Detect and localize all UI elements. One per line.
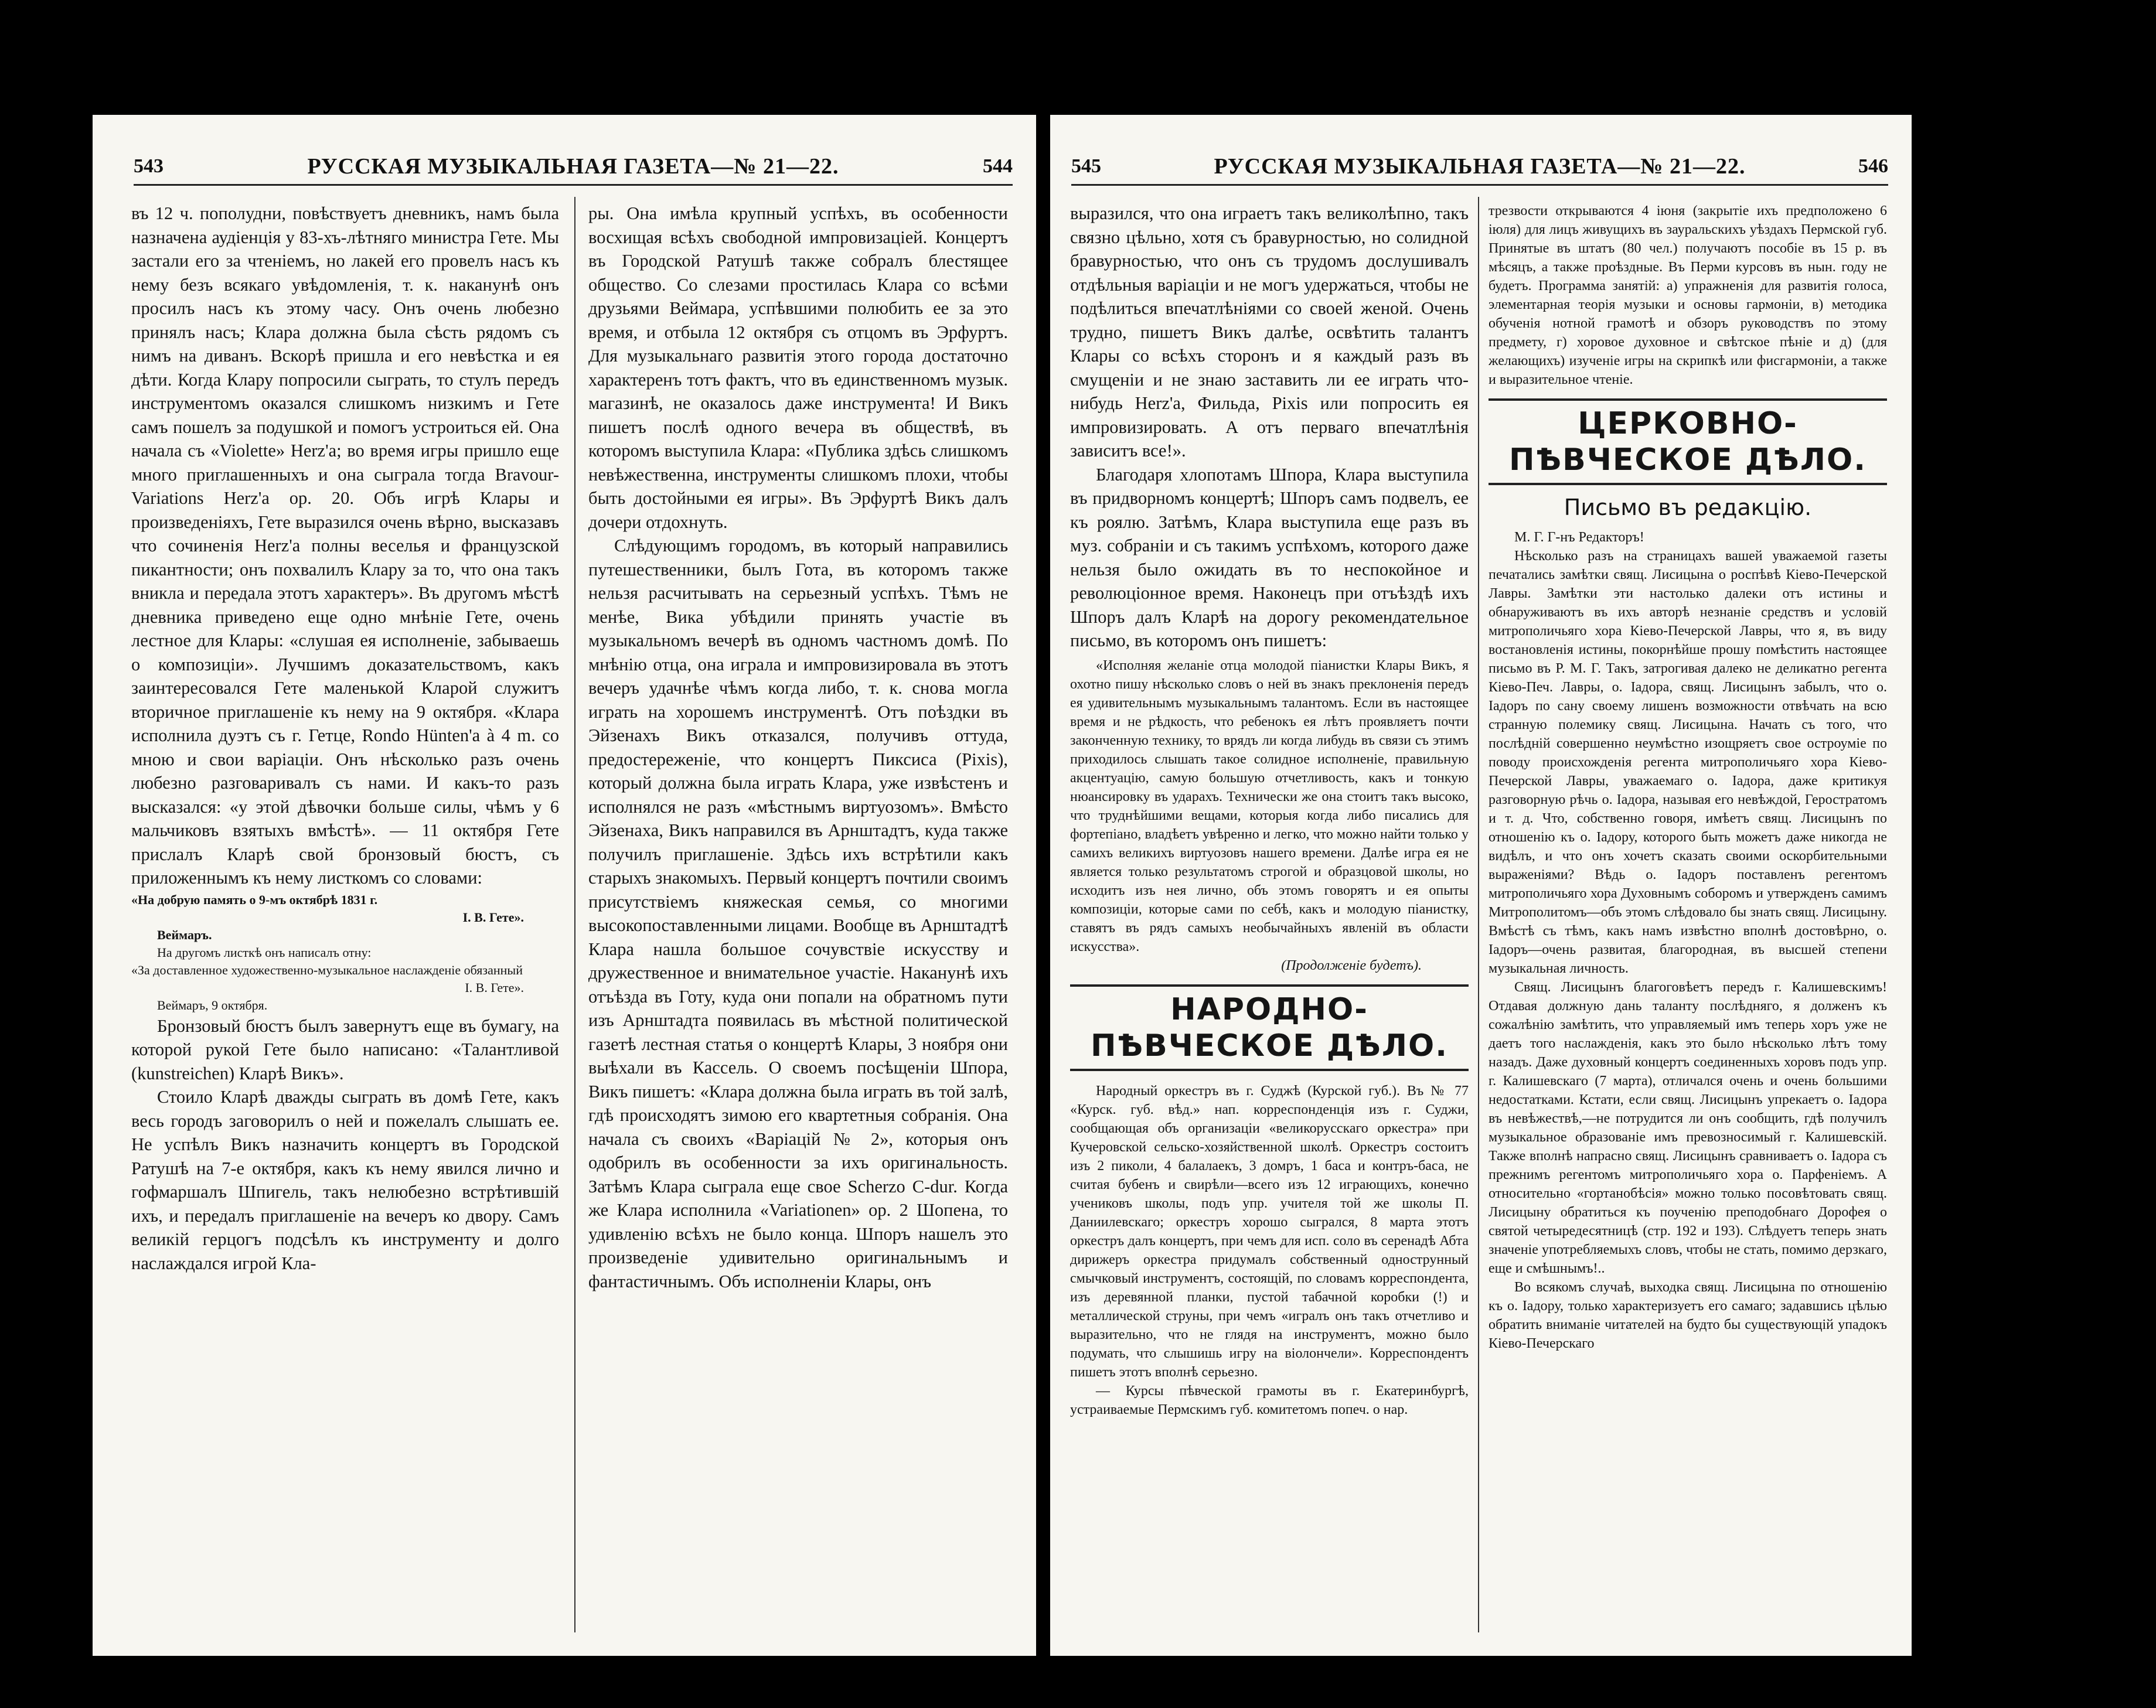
news-item: — Курсы пѣвческой грамоты въ г. Екатеринбургѣ, устраиваемые Пермскимъ губ. комитетомъ попеч. о нар.: [1070, 1383, 1469, 1417]
page-number: 544: [983, 155, 1013, 177]
dedication: «За доставленное художественно-музыкальное наслажденіе обязанный: [131, 962, 523, 977]
right-column-2: [1489, 202, 1887, 1353]
left-column-1: [131, 202, 559, 1275]
page-number: 543: [134, 155, 164, 177]
right-column-1: [1070, 202, 1469, 1419]
paragraph: Свящ. Лисицынъ благоговѣетъ передъ г. Калишевскимъ! Отдавая должную дань таланту послѣдняго, я долженъ къ сожалѣнію замѣтить, что управляемый имъ теперь хоръ уже не даетъ того наслажденія, какъ это было нѣсколько лѣтъ тому назадъ. Даже духовный концертъ соединенныхъ хоровъ подъ упр. г. Калишевскаго (7 марта), отличался очень и очень большими недостатками. Кстати, если свящ. Лисицынъ упрекаетъ о. Іадора въ невѣжествѣ,—не потрудится ли онъ сообщить, гдѣ получилъ музыкальное образованіе имъ превозносимый г. Калишевскій. Также вполнѣ напрасно свящ. Лисицынъ сравниваетъ о. Іадора съ прежнимъ регентомъ митрополичьяго хора о. Парфеніемъ. А относительно «гортанобѣсія» можно только посовѣтовать свящ. Лисицыну обратиться къ поученію преподобнаго Дорофея о святой четыредесятницѣ (стр. 192 и 193). Слѣдуетъ теперь знать значеніе употребляемыхъ словъ, чтобы не стать, помимо дерзкаго, еще и смѣшнымъ!..: [1489, 979, 1887, 1276]
signature: І. В. Гете».: [462, 909, 524, 925]
right-page-header: [1071, 149, 1888, 186]
paragraph: Во всякомъ случаѣ, выходка свящ. Лисицына по отношенію къ о. Іадору, только характеризуетъ его самаго; задавшись цѣлью обратить вниманіе читателей на будто бы существующій упадокъ Кіево-Печерскаго: [1489, 1279, 1887, 1351]
quoted-letter: «Исполняя желаніе отца молодой піанистки Клары Викъ, я охотно пишу нѣсколько словъ о ней въ знакъ преклоненія передъ ея удивительнымъ музыкальнымъ талантомъ. Если въ настоящее время и не рѣдкость, что ребенокъ ея лѣтъ проявляетъ почти законченную технику, то врядъ ли когда либудь въ связи съ этимъ приходилось слышать такое солидное исполненіе, правильную акцентуацію, самую большую отчетливость, какъ и тонкую нюансировку въ ударахъ. Технически же она стоитъ такъ высоко, что труднѣйшими вещами, которыя когда либо писались для фортепіано, владѣетъ увѣренно и легко, что можно найти только у самихъ великихъ виртуозовъ нашего времени. Далѣе игра ея не является только результатомъ строгой и образцовой школы, но исходитъ изъ нея лично, объ этомъ говорятъ и ея опыты композиціи, которые сами по себѣ, какъ и молодую піанистку, ставятъ въ рядъ самыхъ необычайныхъ явленій въ области искусства».: [1070, 657, 1469, 954]
scan-border-top: [0, 0, 2156, 115]
left-page: [93, 115, 1036, 1656]
dedication: «На добрую память о 9-мъ октябрѣ 1831 г.: [131, 892, 378, 907]
to-be-continued: (Продолженіе будетъ).: [1281, 957, 1422, 973]
section-heading: ЦЕРКОВНО-ПѢВЧЕСКОЕ ДѢЛО.: [1489, 398, 1887, 485]
news-item: Народный оркестръ въ г. Суджѣ (Курской губ.). Въ № 77 «Курск. губ. вѣд.» нап. корреспонденція изъ г. Суджи, сообщающая объ организаціи «великорусскаго оркестра» при Кучеровской сельско-хозяйственной школѣ. Оркестръ состоитъ изъ 2 пиколи, 4 балалаекъ, 3 домръ, 1 баса и контръ-баса, не считая бубенъ и свирѣли—всего изъ 12 играющихъ, конечно учениковъ школы, подъ упр. учителя той же школы П. Даниилевскаго; оркестръ хорошо сыгрался, 8 марта этотъ оркестръ далъ концертъ, при чемъ для исп. соло въ серенадѣ Абта дирижеръ оркестра придумалъ собственный однострунный смычковый инструментъ, состоящій, по словамъ корреспондента, изъ деревянной планки, пустой табачной коробки (!) и металлической струны, при чемъ «игралъ онъ такъ отчетливо и выразительно, что не глядя на инструментъ, можно было подумать, что слышишь игру на віолончели». Корреспондентъ пишетъ этотъ вполнѣ серьезно.: [1070, 1083, 1469, 1380]
salutation: М. Г. Г-нъ Редакторъ!: [1514, 529, 1644, 545]
column-divider: [574, 197, 575, 1632]
newspaper-title: РУССКАЯ МУЗЫКАЛЬНАЯ ГАЗЕТА—№ 21—22.: [1214, 154, 1746, 179]
paragraph: ры. Она имѣла крупный успѣхъ, въ особенности восхищая всѣхъ свободной импровизаціей. Концертъ въ Городской Ратушѣ также собралъ блестящее общество. Со слезами простилась Клара со всѣми друзьями Веймара, успѣвшими полюбить ее за это время, и отбыла 12 октября съ отцомъ въ Эрфуртъ. Для музыкальнаго развитія этого города достаточно характеренъ тотъ фактъ, что въ единственномъ музык. магазинѣ, не оказалось даже инструмента! И Викъ пишетъ послѣ одного вечера въ обществѣ, въ которомъ выступила Клара: «Публика здѣсь слишкомъ невѣжественна, инструменты слишкомъ плохи, чтобы быть достойными ея игры». Въ Эрфуртѣ Викъ далъ дочери отдохнуть.: [588, 203, 1008, 532]
letter-title: Письмо въ редакцію.: [1564, 495, 1812, 520]
paragraph: Бронзовый бюстъ былъ завернутъ еще въ бумагу, на которой рукой Гете было написано: «Талантливой (kunstreichen) Кларѣ Викъ».: [131, 1015, 559, 1083]
newspaper-title: РУССКАЯ МУЗЫКАЛЬНАЯ ГАЗЕТА—№ 21—22.: [307, 154, 839, 179]
paragraph: Стоило Кларѣ дважды сыграть въ домѣ Гете, какъ весь городъ заговорилъ о ней и пожелалъ слышать ее. Не успѣлъ Викъ назначить концертъ въ Городской Ратушѣ на 7-е октября, какъ къ нему явился лично и гофмаршалъ Шпигель, такъ нелюбезно встрѣтившій ихъ, и передалъ приглашеніе на вечеръ ко двору. Самъ великій герцогъ подсѣлъ къ инструменту и долго наслаждался игрой Кла-: [131, 1087, 559, 1273]
paragraph: Нѣсколько разъ на страницахъ вашей уважаемой газеты печатались замѣтки свящ. Лисицына о роспѣвѣ Кіево-Печерской Лавры. Замѣтки эти настолько далеки отъ истины и обнаруживаютъ въ ихъ авторѣ незнаніе средствъ и условій митрополичьяго хора Кіево-Печерской Лавры, что я, въ виду востановленія истины, покорнѣйше прошу помѣстить настоящее письмо въ Р. М. Г. Такъ, затрогивая далеко не деликатно регента Кіево-Печ. Лавры, о. Іадора, свящ. Лисицынъ забылъ, что о. Іадоръ по сану своему лишенъ возможности отвѣчать на всю странную полемику свящ. Лисицына. Начать съ того, что послѣдній совершенно неумѣстно изощряетъ свое остроуміе по поводу происхожденія регента митрополичьяго хора Кіево-Печерской Лавры, уважаемаго о. Іадора, даже критикуя разговорную рѣчь о. Іадора, называя его невѣждой, Геростратомъ и т. д. Что, собственно говоря, имѣетъ свящ. Лисицынъ по отношенію къ о. Іадору, которого быть можетъ даже никогда не видѣлъ, и что онъ хочетъ сказать своими оскорбительными выраженіями? Вѣдь о. Іадоръ поставленъ регентомъ митрополичьяго хора Духовнымъ соборомъ и утвержденъ самимъ Митрополитомъ—объ этомъ слѣдовало бы знать свящ. Лисицыну. Вмѣстѣ съ тѣмъ, какъ намъ извѣстно вполнѣ достовѣрно, о. Іадоръ—очень развитая, благородная, въ высшей степени музыкальная личность.: [1489, 548, 1887, 976]
left-column-2: [588, 202, 1008, 1293]
paragraph: Благодаря хлопотамъ Шпора, Клара выступила въ придворномъ концертѣ; Шпоръ самъ подвелъ, ее къ роялю. Затѣмъ, Клара выступила еще разъ въ муз. собраніи и съ такимъ успѣхомъ, которого даже нельзя было ожидать въ то неспокойное и революціонное время. Наконецъ при отъѣздѣ ихъ Шпоръ далъ Кларѣ на дорогу рекомендательное письмо, въ которомъ онъ пишетъ:: [1070, 464, 1469, 650]
place: Веймаръ.: [157, 927, 212, 942]
signature: І. В. Гете».: [465, 980, 524, 995]
page-number: 545: [1071, 155, 1101, 177]
place: Веймаръ, 9 октября.: [157, 997, 268, 1012]
paragraph: выразился, что она играетъ такъ великолѣпно, такъ связно цѣльно, хотя съ бравурностью, но солидной бравурностью, что онъ съ трудомъ дослушивалъ отдѣльныя варіаціи и не могъ удержаться, чтобы не подѣлиться впечатлѣніями со своей женой. Очень трудно, пишетъ Викъ далѣе, освѣтить талантъ Клары со всѣхъ сторонъ и я каждый разъ въ смущеніи и не знаю заставить ли ее играть что-нибудь Herz'а, Фильда, Pixis или попросить ея импровизировать. А отъ перваго впечатлѣнія зависитъ все!».: [1070, 203, 1469, 461]
news-item: трезвости открываются 4 іюня (закрытіе ихъ предположено 6 іюля) для лицъ живущихъ въ зауральскихъ уѣздахъ Пермской губ. Принятые въ штатъ (80 чел.) получаютъ пособіе въ 15 р. въ мѣсяцъ, а также проѣздные. Въ Перми курсовъ въ нын. году не будетъ. Программа занятій: а) упражненія для развитія голоса, элементарная теорія музыки и основы гармоніи, в) методика обученія нотной грамотѣ и обзоръ руководствъ по этому предмету, г) хоровое духовное и свѣтское пѣніе и д) (для желающихъ) изученіе игры на скрипкѣ или фисгармоніи, а также и выразительное чтеніе.: [1489, 203, 1887, 387]
page-number: 546: [1858, 155, 1888, 177]
section-heading: НАРОДНО-ПѢВЧЕСКОЕ ДѢЛО.: [1070, 984, 1469, 1071]
column-divider: [1478, 197, 1479, 1632]
right-page: [1050, 115, 1912, 1656]
paragraph: На другомъ листкѣ онъ написалъ отну:: [157, 945, 372, 960]
paragraph: въ 12 ч. пополудни, повѣствуетъ дневникъ, намъ была назначена аудіенція у 83-хъ-лѣтняго министра Гете. Мы застали его за чтеніемъ, но лакей его провелъ насъ къ нему безъ всякаго увѣдомленія, т. к. наканунѣ онъ просилъ насъ къ этому часу. Онъ очень любезно принялъ насъ; Клара должна была сѣсть рядомъ съ нимъ на диванъ. Вскорѣ пришла и его невѣстка и ея дѣти. Когда Клару попросили сыграть, то стулъ передъ инструментомъ оказался слишкомъ низкимъ и Гете самъ пошелъ за подушкой и помогъ устроиться ей. Она начала съ «Violette» Herz'а; во время игры пришло еще много приглашенныхъ и она сыграла тогда Bravour-Variations Herz'а ор. 20. Объ игрѣ Клары и произведеніяхъ, Гете выразился очень вѣрно, высказавъ что сочиненія Herz'а полны веселья и французской пикантности; онъ похвалилъ Клару за то, что она такъ вникла и передала этотъ характеръ». Въ другомъ мѣстѣ дневника приведено еще одно мнѣніе Гете, очень лестное для Клары: «слушая ея исполненіе, забываешь о композиціи». Лучшимъ доказательствомъ, какъ заинтересовался Гете маленькой Кларой служитъ вторичное приглашеніе къ нему на 9 октября. «Клара исполнила дуэтъ съ г. Гетце, Rondo Hünten'а à 4 m. со мною и свои варіаціи. Онъ нѣсколько разъ очень любезно разговаривалъ съ нами. И какъ-то разъ высказался: «у этой дѣвочки больше силы, чѣмъ у 6 мальчиковъ взятыхъ вмѣстѣ». — 11 октября Гете прислалъ Кларѣ свой бронзовый бюстъ, съ приложеннымъ къ нему листкомъ со словами:: [131, 203, 559, 888]
left-page-header: [134, 149, 1013, 186]
paragraph: Слѣдующимъ городомъ, въ который направились путешественники, былъ Гота, въ которомъ также нельзя расчитывать на серьезный успѣхъ. Тѣмъ не менѣе, Вика убѣдили принять участіе въ музыкальномъ вечерѣ въ одномъ частномъ домѣ. По мнѣнію отца, она играла и импровизировала въ этотъ вечеръ удачнѣе чѣмъ когда либо, т. к. снова могла играть на хорошемъ инструментѣ. Отъ поѣздки въ Эйзенахъ Викъ отказался, получивъ оттуда, предостереженіе, что концертъ Пиксиса (Pixis), который должна была играть Клара, уже извѣстенъ и исполнялся не разъ «мѣстнымъ виртуозомъ». Вмѣсто Эйзенаха, Викъ направился въ Арнштадтъ, куда также получилъ приглашеніе. Здѣсь ихъ встрѣтили какъ старыхъ знакомыхъ. Первый концертъ почтили своимъ присутствіемъ княжеская семья, со многими высокопоставленными лицами. Вообще въ Арнштадтѣ Клара нашла большое сочувствіе искусству и дружественное и внимательное участіе. Наканунѣ ихъ отъѣзда въ Готу, куда они попали на обратномъ пути изъ Арнштадта появилась въ мѣстной политической газетѣ лестная статья о концертѣ Клары, 3 ноября они выѣхали въ Кассель. О своемъ посѣщеніи Шпора, Викъ пишетъ: «Клара должна была играть въ той залѣ, гдѣ происходятъ зимою его квартетныя собранія. Она начала съ своихъ «Варіацій № 2», которыя онъ одобрилъ въ особенности за ихъ оригинальность. Затѣмъ Клара сыграла еще свое Scherzo C-dur. Когда же Клара исполнила «Variationen» ор. 2 Шопена, то удивленію всѣхъ не было конца. Шпоръ нашелъ это произведеніе удивительно оригинальнымъ и фантастичнымъ. Объ исполненіи Клары, онъ: [588, 536, 1008, 1291]
